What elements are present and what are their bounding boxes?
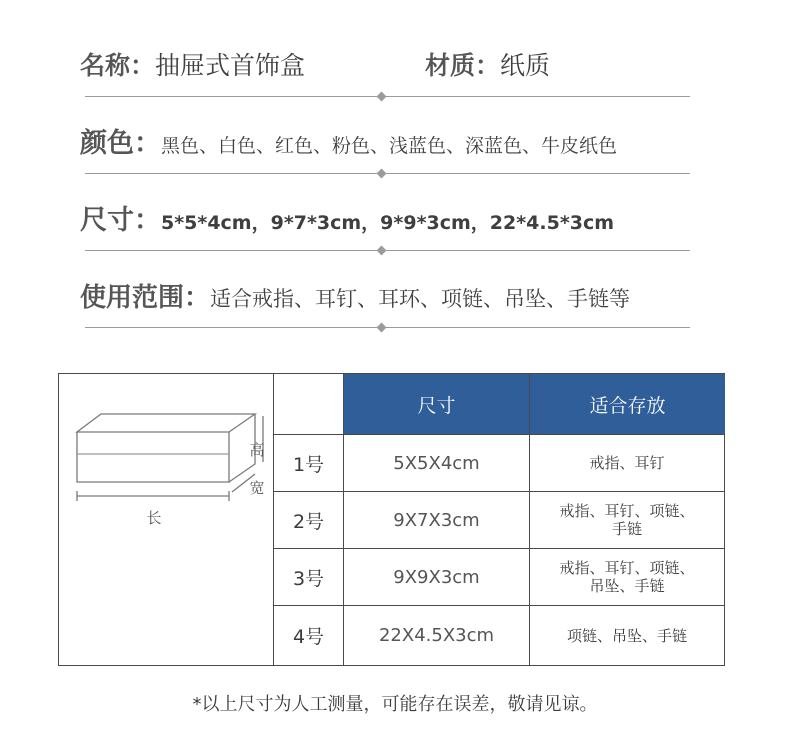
size-table bbox=[58, 373, 725, 666]
name-label: 名称： bbox=[80, 51, 156, 80]
size-value: 5*5*4cm，9*7*3cm，9*9*3cm，22*4.5*3cm bbox=[161, 212, 615, 234]
color-row bbox=[80, 121, 617, 160]
box-front bbox=[77, 432, 229, 482]
name-row bbox=[80, 46, 305, 82]
table-row-number: 4号 bbox=[292, 626, 325, 648]
table-row-fit bbox=[530, 435, 724, 491]
fit-line: 戒指、耳钉 bbox=[589, 454, 665, 472]
table-row-fit bbox=[530, 492, 724, 548]
table-row-number: 1号 bbox=[292, 453, 325, 476]
usage-row bbox=[80, 277, 630, 314]
material-value: 纸质 bbox=[500, 51, 551, 80]
separator-line bbox=[85, 327, 690, 328]
material-label: 材质： bbox=[425, 51, 501, 80]
table-row-size: 9X7X3cm bbox=[393, 509, 480, 531]
table-row-fit bbox=[530, 606, 724, 665]
box-top bbox=[77, 414, 255, 432]
separator-diamond bbox=[377, 323, 387, 333]
table-row-size: 9X9X3cm bbox=[393, 566, 480, 588]
separator-diamond bbox=[377, 92, 387, 102]
width-label: 宽 bbox=[249, 478, 265, 497]
separator-diamond bbox=[377, 169, 387, 179]
fit-line: 吊坠、手链 bbox=[589, 577, 665, 595]
table-row-number: 3号 bbox=[292, 567, 325, 590]
header-fit: 适合存放 bbox=[530, 374, 725, 434]
height-label: 高 bbox=[249, 440, 265, 459]
fit-line: 手链 bbox=[611, 520, 642, 538]
length-label: 长 bbox=[146, 508, 162, 527]
size-row bbox=[80, 198, 614, 237]
separator-line bbox=[85, 173, 690, 174]
separator-line bbox=[85, 250, 690, 251]
usage-label: 使用范围： bbox=[80, 283, 211, 313]
disclaimer-note: *以上尺寸为人工测量，可能存在误差，敬请见谅。 bbox=[192, 694, 598, 715]
table-row-fit bbox=[530, 549, 724, 605]
table-row-size: 5X5X4cm bbox=[393, 452, 480, 474]
material-row bbox=[425, 46, 550, 82]
color-label: 颜色： bbox=[80, 128, 161, 159]
fit-line: 戒指、耳钉、项链、 bbox=[559, 559, 695, 577]
header-size: 尺寸 bbox=[344, 374, 529, 434]
color-value: 黑色、白色、红色、粉色、浅蓝色、深蓝色、牛皮纸色 bbox=[161, 135, 618, 157]
separator-diamond bbox=[377, 246, 387, 256]
fit-line: 戒指、耳钉、项链、 bbox=[559, 502, 695, 520]
table-row-size: 22X4.5X3cm bbox=[378, 625, 495, 646]
usage-value: 适合戒指、耳钉、耳环、项链、吊坠、手链等 bbox=[210, 287, 631, 311]
fit-line: 项链、吊坠、手链 bbox=[566, 626, 687, 645]
name-value: 抽屉式首饰盒 bbox=[155, 51, 306, 80]
table-row-number: 2号 bbox=[292, 510, 325, 533]
size-label: 尺寸： bbox=[80, 205, 161, 236]
separator-line bbox=[85, 96, 690, 97]
